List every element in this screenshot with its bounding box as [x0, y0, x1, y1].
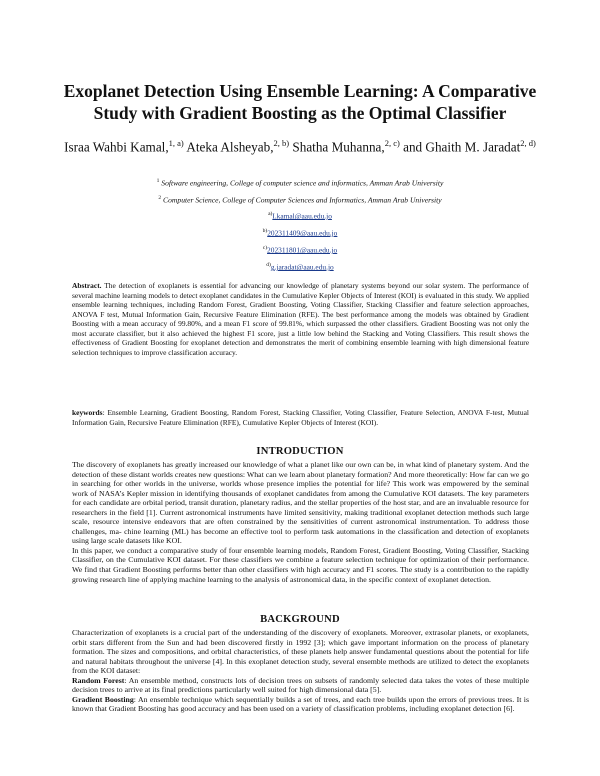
email-label: c)	[262, 245, 268, 251]
keywords-text: : Ensemble Learning, Gradient Boosting, Random Forest, Stacking Classifier, Voting Classifier, Feature Selection, ANOVA F-test, Mutual Information Gain, Recursive Feature Elimination (RFE), Cumulative Kepler Objects of Interest (KOI).	[72, 408, 529, 427]
paragraph: The discovery of exoplanets has greatly increased our knowledge of what a planet like our own can be, in what kind of planetary system. And the detection of these distant worlds creates new questions: What can we learn about planetary formation? And more theoretically: How far can we go in searching for other worlds in the universe, worlds whose presence implies the potential for life? This work was empowered by the seminal work of NASA’s Kepler mission in identifying thousands of exoplanet candidates from among the Cumulative KOI datasets. The key parameters for each candidate are orbital period, transit duration, planetary radius, and the stellar properties of the host star, and are an invaluable resource for researchers in the field [1]. Current astronomical instruments have limited sensitivity, making traditional exoplanet detection methods such large scale, resource intensive endeavors that are often constrained by the sensitivities of current astronomical instrumentation. To address those challenges, ma- chine learning (ML) has become an effective tool to perform task automations in the classification and detection of exoplanets using large scale datasets like KOI.	[72, 460, 529, 546]
abstract-text: The detection of exoplanets is essential for advancing our knowledge of planetary systems beyond our solar system. The performance of several machine learning models to detect exoplanet candidates in the Cumulative Kepler Objects of Interest (KOI) is evaluated in this study. We applied ensemble learning techniques, including Random Forest, Gradient Boosting, Voting Classifier, Stacking Classifier and feature selection approaches, ANOVA F test, Mutual Information Gain, Recursive Feature Elimination (RFE). The best performance among the models was obtained by Gradient Boosting with a mean accuracy of 99.80%, and a mean F1 score of 99.81%, which surpassed the other classifiers. Gradient Boosting was not only the most accurate classifier, but it also achieved the highest F1 score, just a little low behind the Stacking and Voting Classifiers. This result shows the effectiveness of Gradient Boosting for exoplanet detection and demonstrates the merit of combining ensemble learning with high dimensional feature selection techniques to improve classification accuracy.	[72, 281, 529, 357]
affiliation-num: 1	[156, 178, 160, 184]
term-label: Random Forest	[72, 675, 125, 685]
email-b	[200, 226, 400, 238]
email-c	[200, 243, 400, 255]
term-text: : An ensemble technique which sequentially builds a set of trees, and each tree builds upon the errors of previous trees. It is known that Gradient Boosting has good accuracy and has been used on a variety of classification problems, including exoplanet detection [6].	[72, 694, 529, 714]
author-sup: 2, b)	[273, 138, 290, 148]
paper-title: Exoplanet Detection Using Ensemble Learning: A Comparative Study with Gradient Boosting as the Optimal Classifier	[63, 81, 537, 123]
affiliation-text: Computer Science, College of Computer Sciences and Informatics, Amman Arab University	[163, 195, 442, 205]
author-name: Shatha Muhanna,	[292, 139, 385, 155]
section-heading-introduction: INTRODUCTION	[256, 446, 344, 457]
author-name: Ateka Alsheyab,	[186, 139, 274, 155]
paragraph: Characterization of exoplanets is a crucial part of the understanding of the discovery of exoplanets. Moreover, extrasolar planets, or exoplanets, orbit stars different from the Sun and had been discovered firstly in 1992 [3]; which gave important information on the process of planetary formation. The sizes and compositions, and orbital characteristics, of these planets help answer fundamental questions about the potential for life and natural habitats throughout the universe [4]. In this exoplanet detection study, several ensemble methods are utilized to detect the exoplanets from the KOI dataset:	[72, 628, 529, 676]
author-sup: 2, c)	[384, 138, 400, 148]
email-label: d)	[266, 262, 271, 268]
email-link[interactable]: 202311409@aau.edu.jo	[267, 228, 338, 238]
email-link[interactable]: g.jaradat@aau.edu.jo	[270, 262, 334, 272]
paragraph: In this paper, we conduct a comparative study of four ensemble learning models, Random Forest, Gradient Boosting, Voting Classifier, Stacking Classifier, on the Cumulative KOI dataset. For these classifiers we combine a feature selection technique for optimization of their performance. We find that Gradient Boosting performs better than other classifiers with high accuracy and F1 scores. The study is a contribution to the rapidly growing research line of applying machine learning to the analysis of astronomical data, in the specific context of exoplanet detection.	[72, 545, 529, 584]
author-sup: 1, a)	[168, 138, 184, 148]
email-link[interactable]: 202311801@aau.edu.jo	[267, 245, 338, 255]
abstract-label: Abstract.	[72, 281, 102, 290]
keywords	[72, 408, 529, 427]
email-label: b)	[262, 228, 268, 234]
term-label: Gradient Boosting	[72, 694, 134, 704]
author-name: Israa Wahbi Kamal,	[64, 139, 169, 155]
affiliation-1	[60, 176, 540, 189]
affiliation-text: Software engineering, College of computer science and informatics, Amman Arab University	[161, 178, 444, 188]
keywords-label: keywords	[72, 408, 103, 417]
author-name: and Ghaith M. Jaradat	[403, 139, 521, 155]
email-a	[200, 209, 400, 221]
introduction-body	[72, 460, 529, 584]
email-link[interactable]: I.kamal@aau.edu.jo	[272, 211, 332, 221]
term-text: : An ensemble method, constructs lots of decision trees on subsets of randomly selected data takes the votes of these multiple decision trees to arrive at its final predictions particularly well suited for high dimensional data [5].	[72, 675, 530, 695]
abstract	[72, 281, 529, 357]
paragraph-gradient-boosting	[72, 695, 529, 714]
affiliation-num: 2	[158, 195, 162, 201]
section-heading-background: BACKGROUND	[260, 614, 340, 625]
author-list	[58, 134, 542, 156]
email-label: a)	[268, 211, 273, 217]
affiliation-2	[60, 193, 540, 206]
author-sup: 2, d)	[520, 138, 536, 148]
paragraph-random-forest	[72, 676, 529, 695]
background-body	[72, 628, 529, 714]
email-d	[200, 260, 400, 272]
